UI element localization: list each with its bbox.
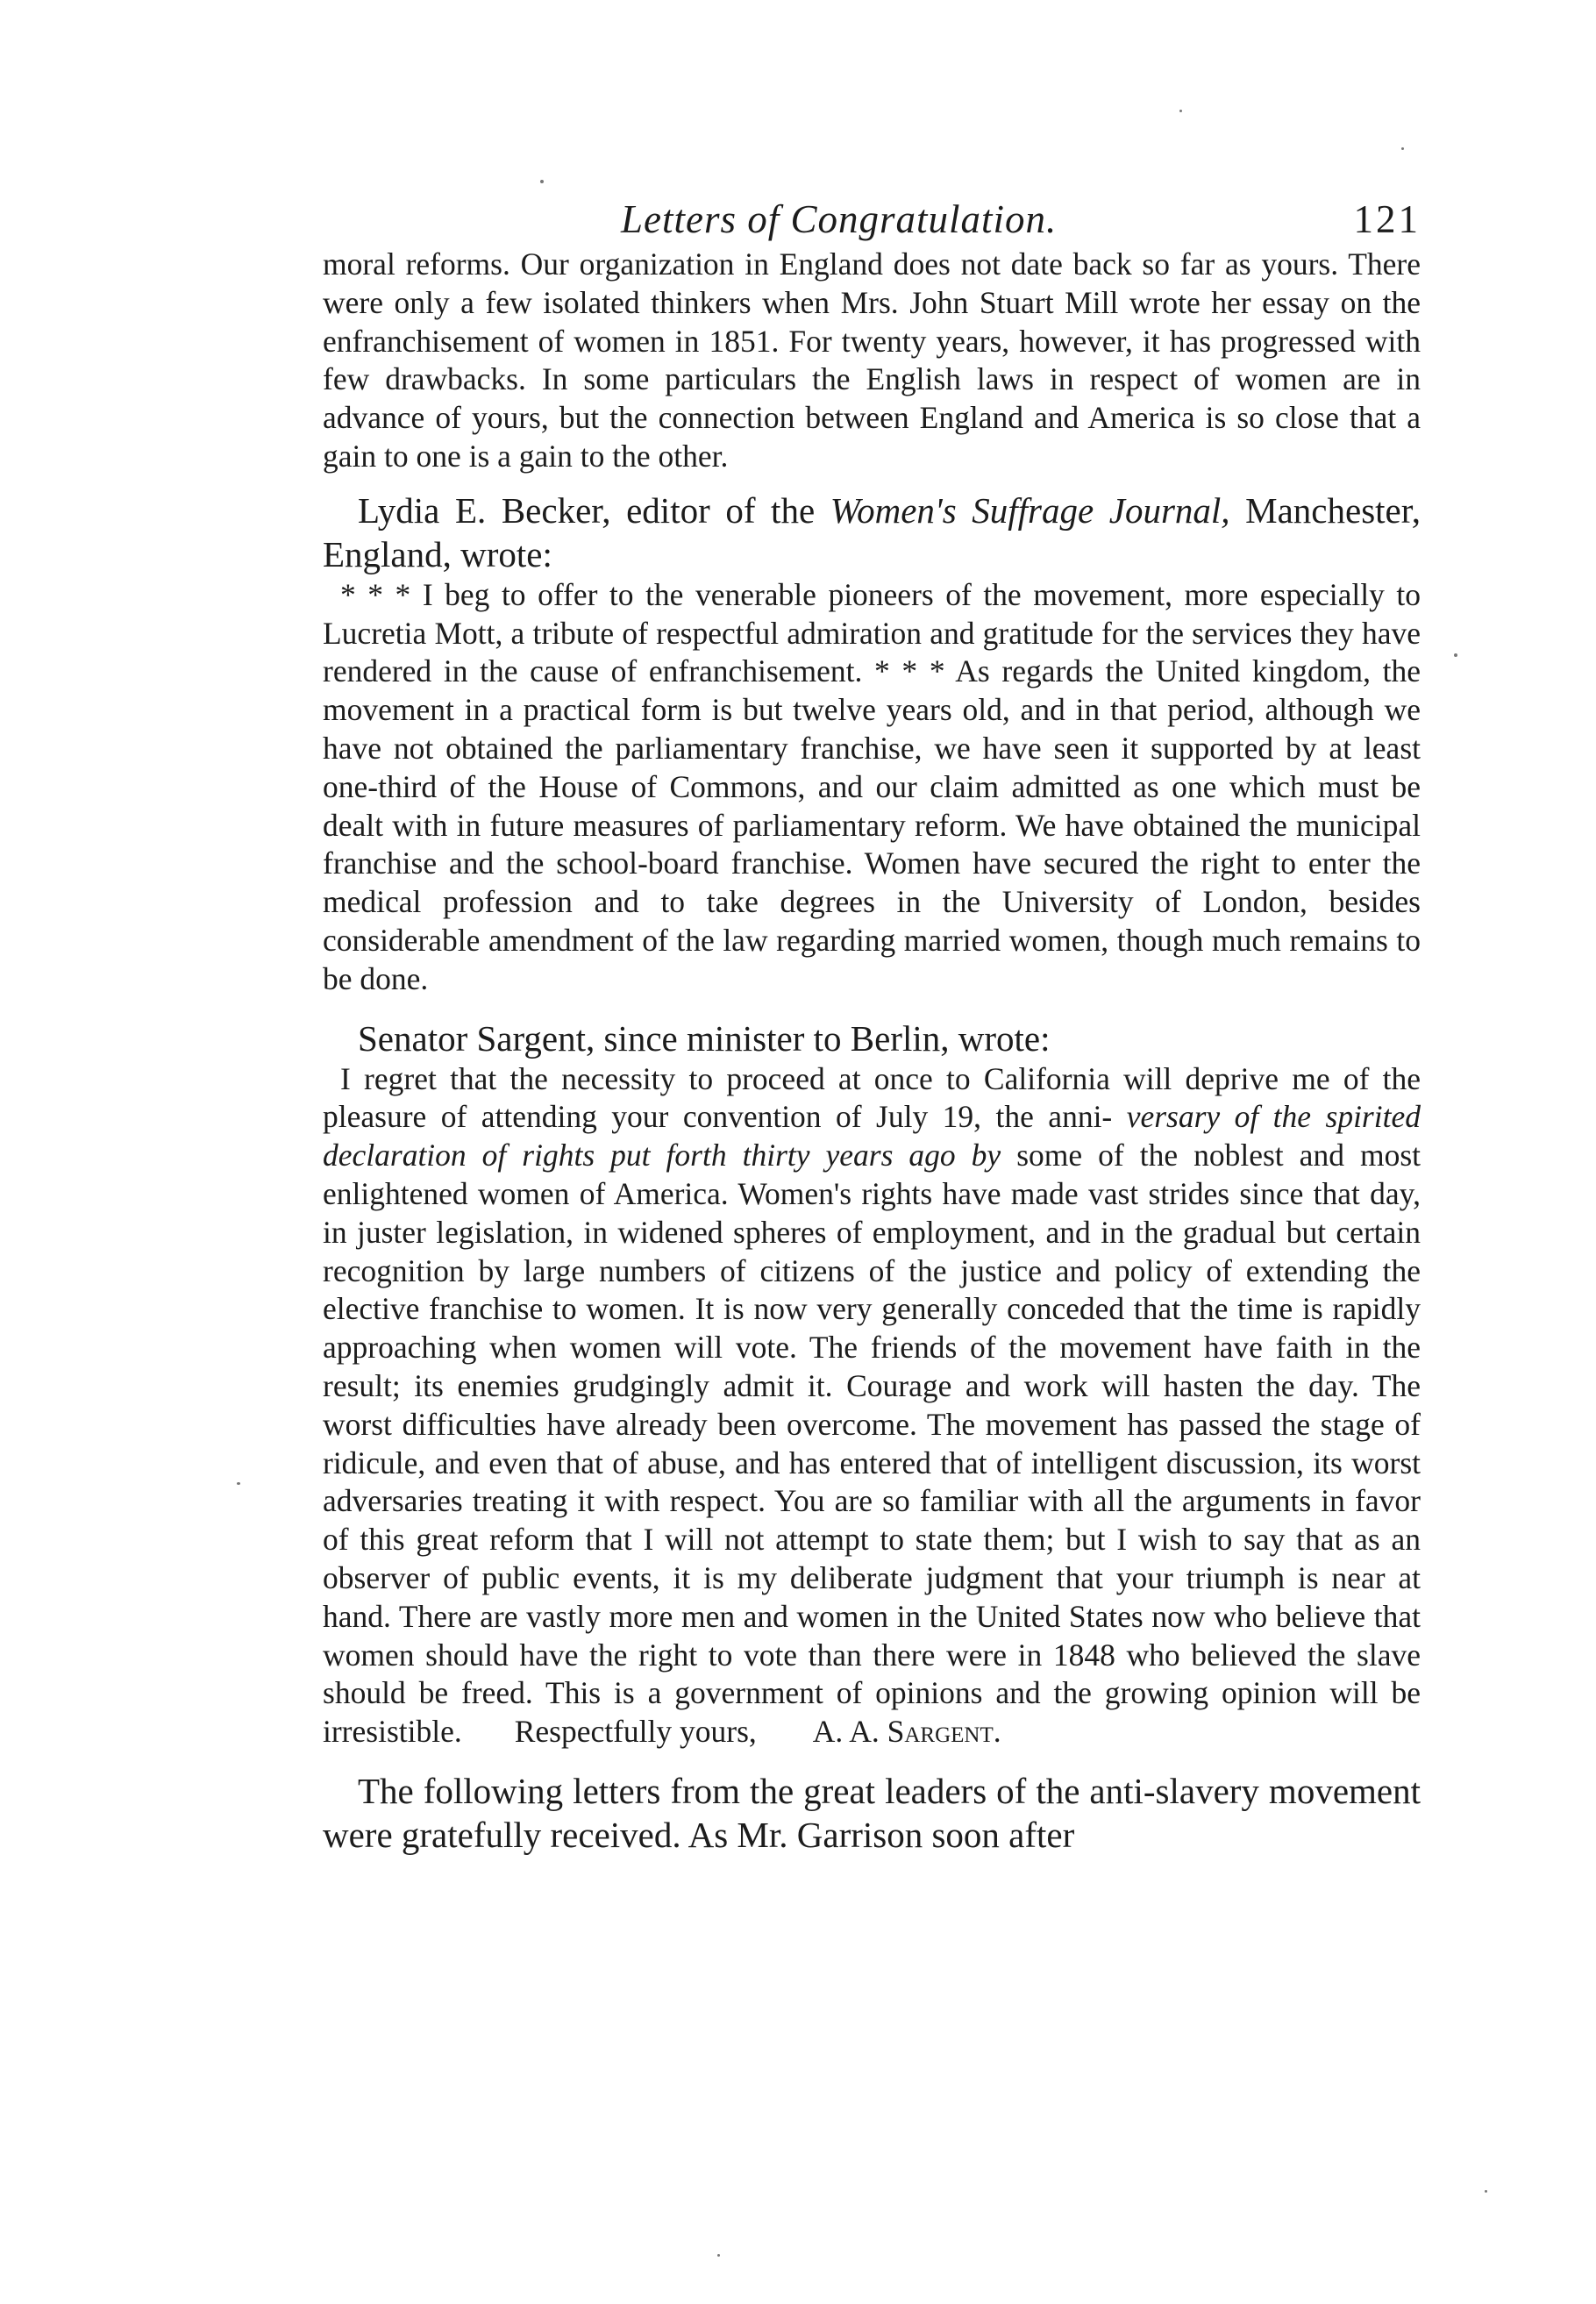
page-number: 121: [1353, 197, 1421, 241]
closing-paragraph: The following letters from the great leaders of the anti-slavery movement were gratefully received. As Mr. Garrison soon after: [323, 1770, 1421, 1855]
signature-initials: A. A.: [812, 1714, 887, 1750]
sargent-letter-part2: some of the noblest and most enlightened women of America. Women's rights have made vast strides since that day, in juster legislation, in widened spheres of employment, and in the gradual but certain recognition by large numbers of citizens of the justice and policy of extending the elective franchise to women. It is now very generally conceded that the time is rapidly approaching when women will vote. The friends of the movement have faith in the result; its enemies grudgingly admit it. Courage and work will hasten the day. The worst difficulties have already been overcome. The movement has passed the stage of ridicule, and even that of abuse, and has entered that of intelligent discussion, its worst adversaries treating it with respect. You are so familiar with all the arguments in favor of this great reform that I will not attempt to state them; but I wish to say that as an observer of public events, it is my deliberate judgment that your triumph is near at hand. There are vastly more men and women in the United States now who believe that women should have the right to vote than there were in 1848 who believed the slave should be freed. This is a government of opinions and the growing opinion will be irresistible.: [323, 1138, 1421, 1750]
page-header: [323, 184, 1421, 246]
continuation-paragraph: moral reforms. Our organization in England does not date back so far as yours. There were only a few isolated thinkers when Mrs. John Stuart Mill wrote her essay on the enfranchisement of women in 1851. For twenty years, however, it has progressed with few drawbacks. In some particulars the English laws in respect of women are in advance of yours, but the connection between England and America is so close that a gain to one is a gain to the other.: [323, 246, 1421, 474]
sargent-signoff: Respectfully yours,: [514, 1714, 757, 1750]
paper-speck: [237, 1482, 240, 1485]
sargent-intro: Senator Sargent, since minister to Berlin, wrote:: [358, 1017, 1051, 1059]
sargent-letter-italic: versary of the spirited declaration of rights put forth thirty years ago by: [323, 1099, 1421, 1173]
paper-speck: [1401, 147, 1404, 150]
sargent-signature: [795, 1713, 1001, 1751]
signature-surname: Sargent.: [887, 1714, 1001, 1750]
becker-letter: * * * I beg to offer to the venerable pioneers of the movement, more especially to Lucretia Mott, a tribute of respectful admiration and gratitude for the services they have rendered in the cause of enfranchisement. * * * As regards the United kingdom, the movement in a practical form is but twelve years old, and in that period, although we have not obtained the parliamentary franchise, we have seen it supported by at least one-third of the House of Commons, and our claim admitted as one which must be dealt with in future measures of parliamentary reform. We have obtained the municipal franchise and the school-board franchise. Women have secured the right to enter the medical profession and to take degrees in the University of London, besides considerable amendment of the law regarding married women, though much remains to be done.: [323, 576, 1421, 996]
sargent-letter: [323, 1060, 1421, 1751]
paper-speck: [1485, 2190, 1487, 2193]
sargent-letter-part1: I regret that the necessity to proceed at once to California will deprive me of the pleasure of attending your convention of July 19, the anni-: [323, 1060, 1421, 1135]
paper-speck: [717, 2254, 720, 2257]
becker-intro: [323, 489, 1421, 576]
paper-speck: [1454, 653, 1457, 657]
becker-intro-before: Lydia E. Becker, editor of the: [358, 489, 830, 531]
running-title: Letters of Congratulation.: [621, 197, 1058, 241]
becker-journal-title: Women's Suffrage Journal,: [830, 489, 1230, 531]
paper-speck: [540, 180, 544, 183]
paper-speck: [1179, 110, 1182, 112]
book-page: [323, 184, 1421, 1857]
becker-intro-after: Manchester, England, wrote:: [323, 489, 1421, 574]
